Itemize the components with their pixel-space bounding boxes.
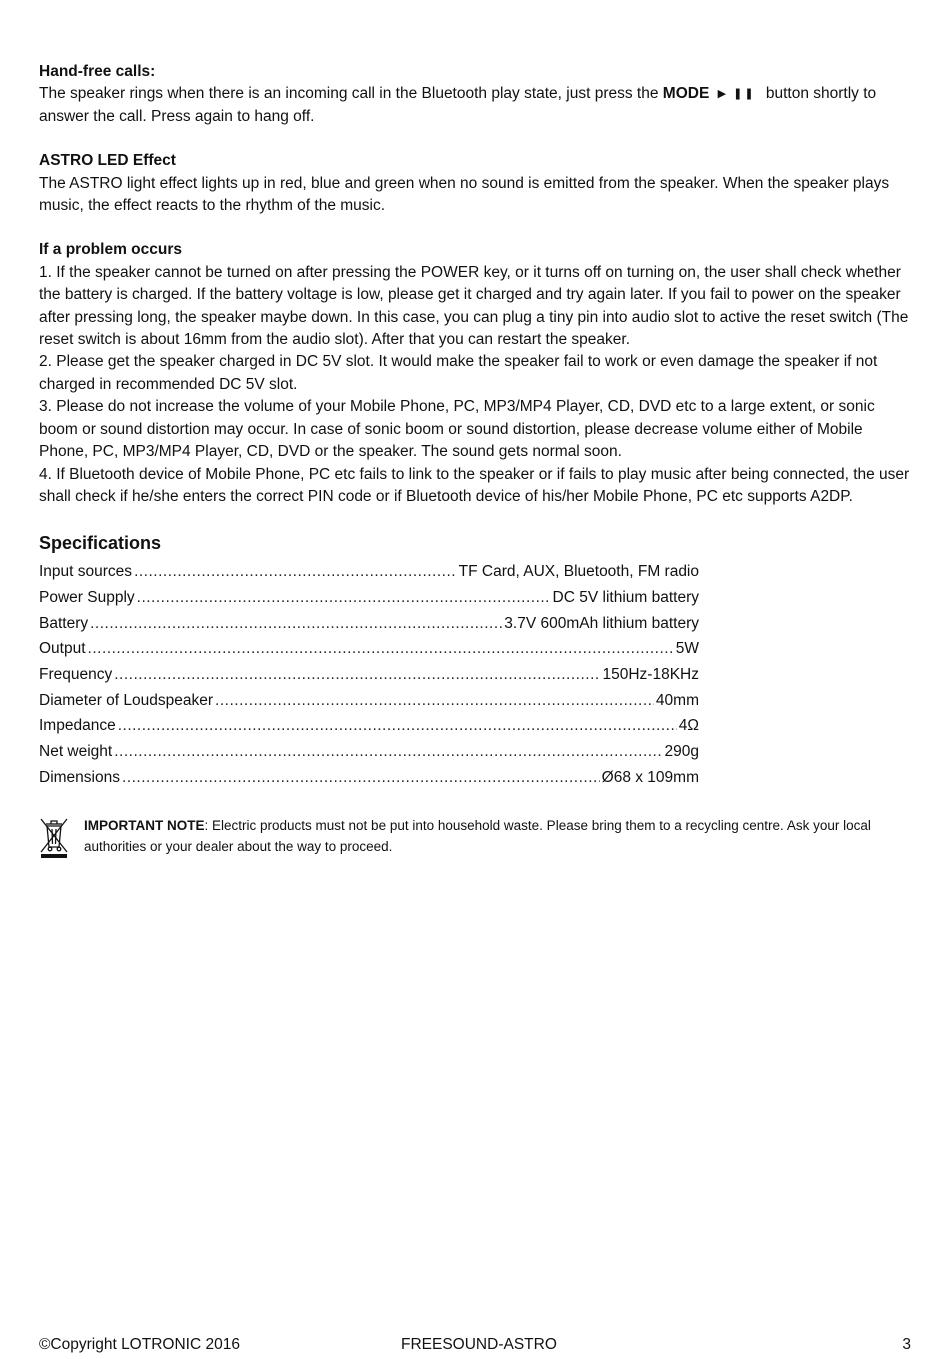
spec-row xyxy=(39,715,699,741)
handfree-section xyxy=(39,61,911,128)
mode-label: MODE xyxy=(662,85,710,103)
problem-item: 4. If Bluetooth device of Mobile Phone, PC etc fails to link to the speaker or if fails to play music after being connected, the user shall check if he/she enters the correct PIN code or if Bluetooth device of his/her Mobile Phone, PC etc supports A2DP. xyxy=(39,465,910,505)
dot-leader xyxy=(114,664,600,686)
dot-leader xyxy=(122,767,600,789)
specifications-section xyxy=(39,530,911,792)
spec-value: DC 5V lithium battery xyxy=(552,589,699,606)
dot-leader xyxy=(88,638,674,660)
spec-value: TF Card, AUX, Bluetooth, FM radio xyxy=(458,563,699,581)
dot-leader xyxy=(215,690,654,712)
spec-label: Diameter of Loudspeaker xyxy=(39,691,214,709)
spec-value: 5W xyxy=(675,640,699,658)
astro-paragraph: The ASTRO light effect lights up in red, blue and green when no sound is emitted from the speaker. When the speaker plays music, the effect reacts to the rhythm of the music. xyxy=(39,174,890,215)
page-footer xyxy=(39,1334,911,1356)
spec-label: Impedance xyxy=(39,717,116,735)
spec-row xyxy=(39,613,699,639)
astro-section xyxy=(39,150,911,217)
important-note xyxy=(39,815,911,859)
spec-label: Dimensions xyxy=(39,768,120,786)
spec-row xyxy=(39,741,699,767)
problem-section xyxy=(39,239,911,508)
spec-value: 150Hz-18KHz xyxy=(602,666,699,684)
dot-leader xyxy=(90,613,502,635)
play-pause-icon: ▶ ❚❚ xyxy=(717,88,756,101)
spec-row xyxy=(39,587,699,613)
spec-value: 40mm xyxy=(655,691,699,709)
note-bold-label: IMPORTANT NOTE xyxy=(84,817,205,833)
spec-row xyxy=(39,561,699,587)
handfree-text-before: The speaker rings when there is an incoming call in the Bluetooth play state, just press the xyxy=(39,85,659,103)
spec-label: Net weight xyxy=(39,743,113,761)
problem-item: 3. Please do not increase the volume of your Mobile Phone, PC, MP3/MP4 Player, CD, DVD etc to a large extent, or sonic boom or sound distortion may occur. In case of sonic boom or sound distortion, please decrease volume either of Mobile Phone, PC, MP3/MP4 Player, CD, DVD or the speaker. The sound gets normal soon. xyxy=(39,398,875,461)
document-page xyxy=(39,61,911,859)
spec-label: Power Supply xyxy=(39,589,135,606)
weee-crossed-bin-icon xyxy=(39,817,69,859)
spec-label: Battery xyxy=(39,614,89,632)
dot-leader xyxy=(137,587,551,609)
footer-copyright: ©Copyright LOTRONIC 2016 xyxy=(39,1336,240,1353)
spec-label: Frequency xyxy=(39,666,113,684)
spec-row xyxy=(39,664,699,690)
spec-value: 3.7V 600mAh lithium battery xyxy=(504,614,699,632)
note-body: : Electric products must not be put into household waste. Please bring them to a recycling centre. Ask your local authorities or your dealer about the way to proceed. xyxy=(84,817,871,854)
problem-item: 2. Please get the speaker charged in DC 5V slot. It would make the speaker fail to work or even damage the speaker if not charged in recommended DC 5V slot. xyxy=(39,353,878,393)
spec-label: Output xyxy=(39,640,86,658)
spec-list xyxy=(39,561,699,792)
handfree-paragraph xyxy=(39,83,911,128)
spec-value: Ø68 x 109mm xyxy=(601,768,699,786)
dot-leader xyxy=(134,561,457,583)
spec-value: 4Ω xyxy=(678,717,699,735)
astro-heading: ASTRO LED Effect xyxy=(39,152,176,170)
note-text xyxy=(84,815,911,859)
specifications-heading: Specifications xyxy=(39,533,162,554)
footer-product: FREESOUND-ASTRO xyxy=(401,1336,557,1353)
spec-label: Input sources xyxy=(39,563,133,581)
handfree-heading: Hand-free calls: xyxy=(39,63,156,80)
spec-row xyxy=(39,638,699,664)
handfree-text-after: button shortly to answer the call. Press again to hang off. xyxy=(39,85,877,125)
problem-item: 1. If the speaker cannot be turned on after pressing the POWER key, or it turns off on turning on, the user shall check whether the battery is charged. If the battery voltage is low, please get it charged and try again later. If you fail to power on the speaker after pressing long, the speaker maybe down. In this case, you can plug a tiny pin into audio slot to active the reset switch (The reset switch is about 16mm from the audio slot). After that you can restart the speaker. xyxy=(39,263,909,349)
spec-row xyxy=(39,690,699,716)
spec-row xyxy=(39,767,699,793)
problem-heading: If a problem occurs xyxy=(39,241,182,259)
dot-leader xyxy=(118,715,677,737)
footer-page-number: 3 xyxy=(902,1336,911,1353)
dot-leader xyxy=(114,741,662,763)
spec-value: 290g xyxy=(664,743,699,761)
